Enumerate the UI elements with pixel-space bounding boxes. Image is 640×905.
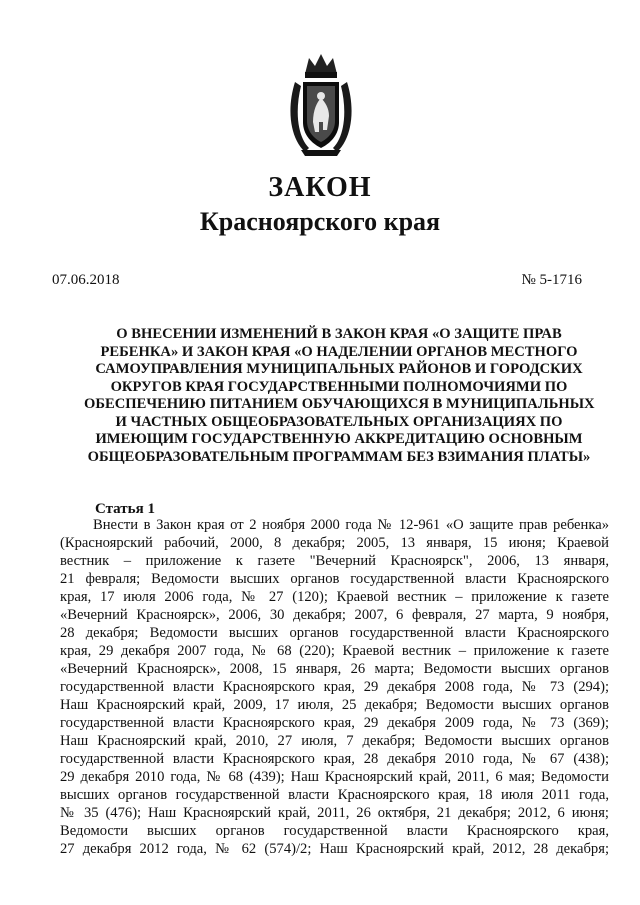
body-line: вестник – приложение к газете "Вечерний Красноярск", 2006, 13 января, <box>60 553 609 569</box>
heading-line: ИМЕЮЩИМ ГОСУДАРСТВЕННУЮ АККРЕДИТАЦИЮ ОСНОВНЫМ <box>95 431 583 447</box>
heading-line: ОБЕСПЕЧЕНИЮ ПИТАНИЕМ ОБУЧАЮЩИХСЯ В МУНИЦИПАЛЬНЫХ <box>84 396 595 412</box>
body-line: края, 29 декабря 2007 года, № 68 (220); Краевой вестник – приложение к газете <box>60 643 609 659</box>
coat-of-arms-icon <box>287 52 355 160</box>
body-line: государственной власти Красноярского края, 29 декабря 2008 года, № 73 (294); <box>60 679 609 695</box>
body-line: 29 декабря 2010 года, № 68 (439); Наш Красноярский край, 2011, 6 мая; Ведомости <box>60 769 609 785</box>
heading-line: РЕБЕНКА» И ЗАКОН КРАЯ «О НАДЕЛЕНИИ ОРГАНОВ МЕСТНОГО <box>100 343 578 360</box>
body-line: Наш Красноярский край, 2010, 27 июля, 7 декабря; Ведомости высших органов <box>60 733 609 749</box>
body-line: высших органов государственной власти Красноярского края, 18 июля 2011 года, <box>60 787 609 803</box>
body-line: 27 декабря 2012 года, № 62 (574)/2; Наш Красноярский край, 2012, 28 декабря; <box>60 841 609 857</box>
heading-line: ОБЩЕОБРАЗОВАТЕЛЬНЫМ ПРОГРАММАМ БЕЗ ВЗИМАНИЯ ПЛАТЫ» <box>87 448 591 465</box>
body-line: «Вечерний Красноярск», 2008, 15 января, 26 марта; Ведомости высших органов <box>60 661 609 677</box>
law-title: ЗАКОН <box>268 172 372 203</box>
heading-line: О ВНЕСЕНИИ ИЗМЕНЕНИЙ В ЗАКОН КРАЯ «О ЗАЩИТЕ ПРАВ <box>116 326 562 342</box>
body-line: № 35 (476); Наш Красноярский край, 2011, 26 октября, 21 декабря; 2012, 6 июня; <box>60 805 609 821</box>
body-line: края, 17 июля 2006 года, № 27 (120); Краевой вестник – приложение к газете <box>60 589 609 605</box>
law-number: № 5-1716 <box>521 272 582 288</box>
heading-line: И ЧАСТНЫХ ОБЩЕОБРАЗОВАТЕЛЬНЫХ ОРГАНИЗАЦИЯХ ПО <box>115 413 563 430</box>
article-body <box>60 516 609 858</box>
body-line: 28 декабря; Ведомости высших органов государственной власти Красноярского <box>60 625 609 641</box>
body-line: (Красноярский рабочий, 2000, 8 декабря; 2005, 13 января, 15 июня; Краевой <box>60 535 609 551</box>
body-line: 21 февраля; Ведомости высших органов государственной власти Красноярского <box>60 571 609 587</box>
body-line: Внести в Закон края от 2 ноября 2000 года № 12-961 «О защите прав ребенка» <box>93 517 609 533</box>
body-line: Ведомости высших органов государственной власти Красноярского края, <box>60 823 609 839</box>
heading-line: ОКРУГОВ КРАЯ ГОСУДАРСТВЕННЫМИ ПОЛНОМОЧИЯМИ ПО <box>110 378 568 395</box>
heading-line: САМОУПРАВЛЕНИЯ МУНИЦИПАЛЬНЫХ РАЙОНОВ И ГОРОДСКИХ <box>95 361 583 377</box>
article-title: Статья 1 <box>95 501 155 517</box>
body-line: «Вечерний Красноярск», 2006, 30 декабря; 2007, 6 февраля, 27 марта, 9 ноября, <box>60 607 609 623</box>
law-date: 07.06.2018 <box>52 272 120 288</box>
body-line: Наш Красноярский край, 2009, 17 июля, 25 декабря; Ведомости высших органов <box>60 697 609 713</box>
law-heading <box>84 326 594 466</box>
body-line: государственной власти Красноярского края, 28 декабря 2010 года, № 67 (438); <box>60 751 609 767</box>
body-line: государственной власти Красноярского края, 29 декабря 2009 года, № 73 (369); <box>60 715 609 731</box>
law-subtitle: Красноярского края <box>199 207 441 236</box>
